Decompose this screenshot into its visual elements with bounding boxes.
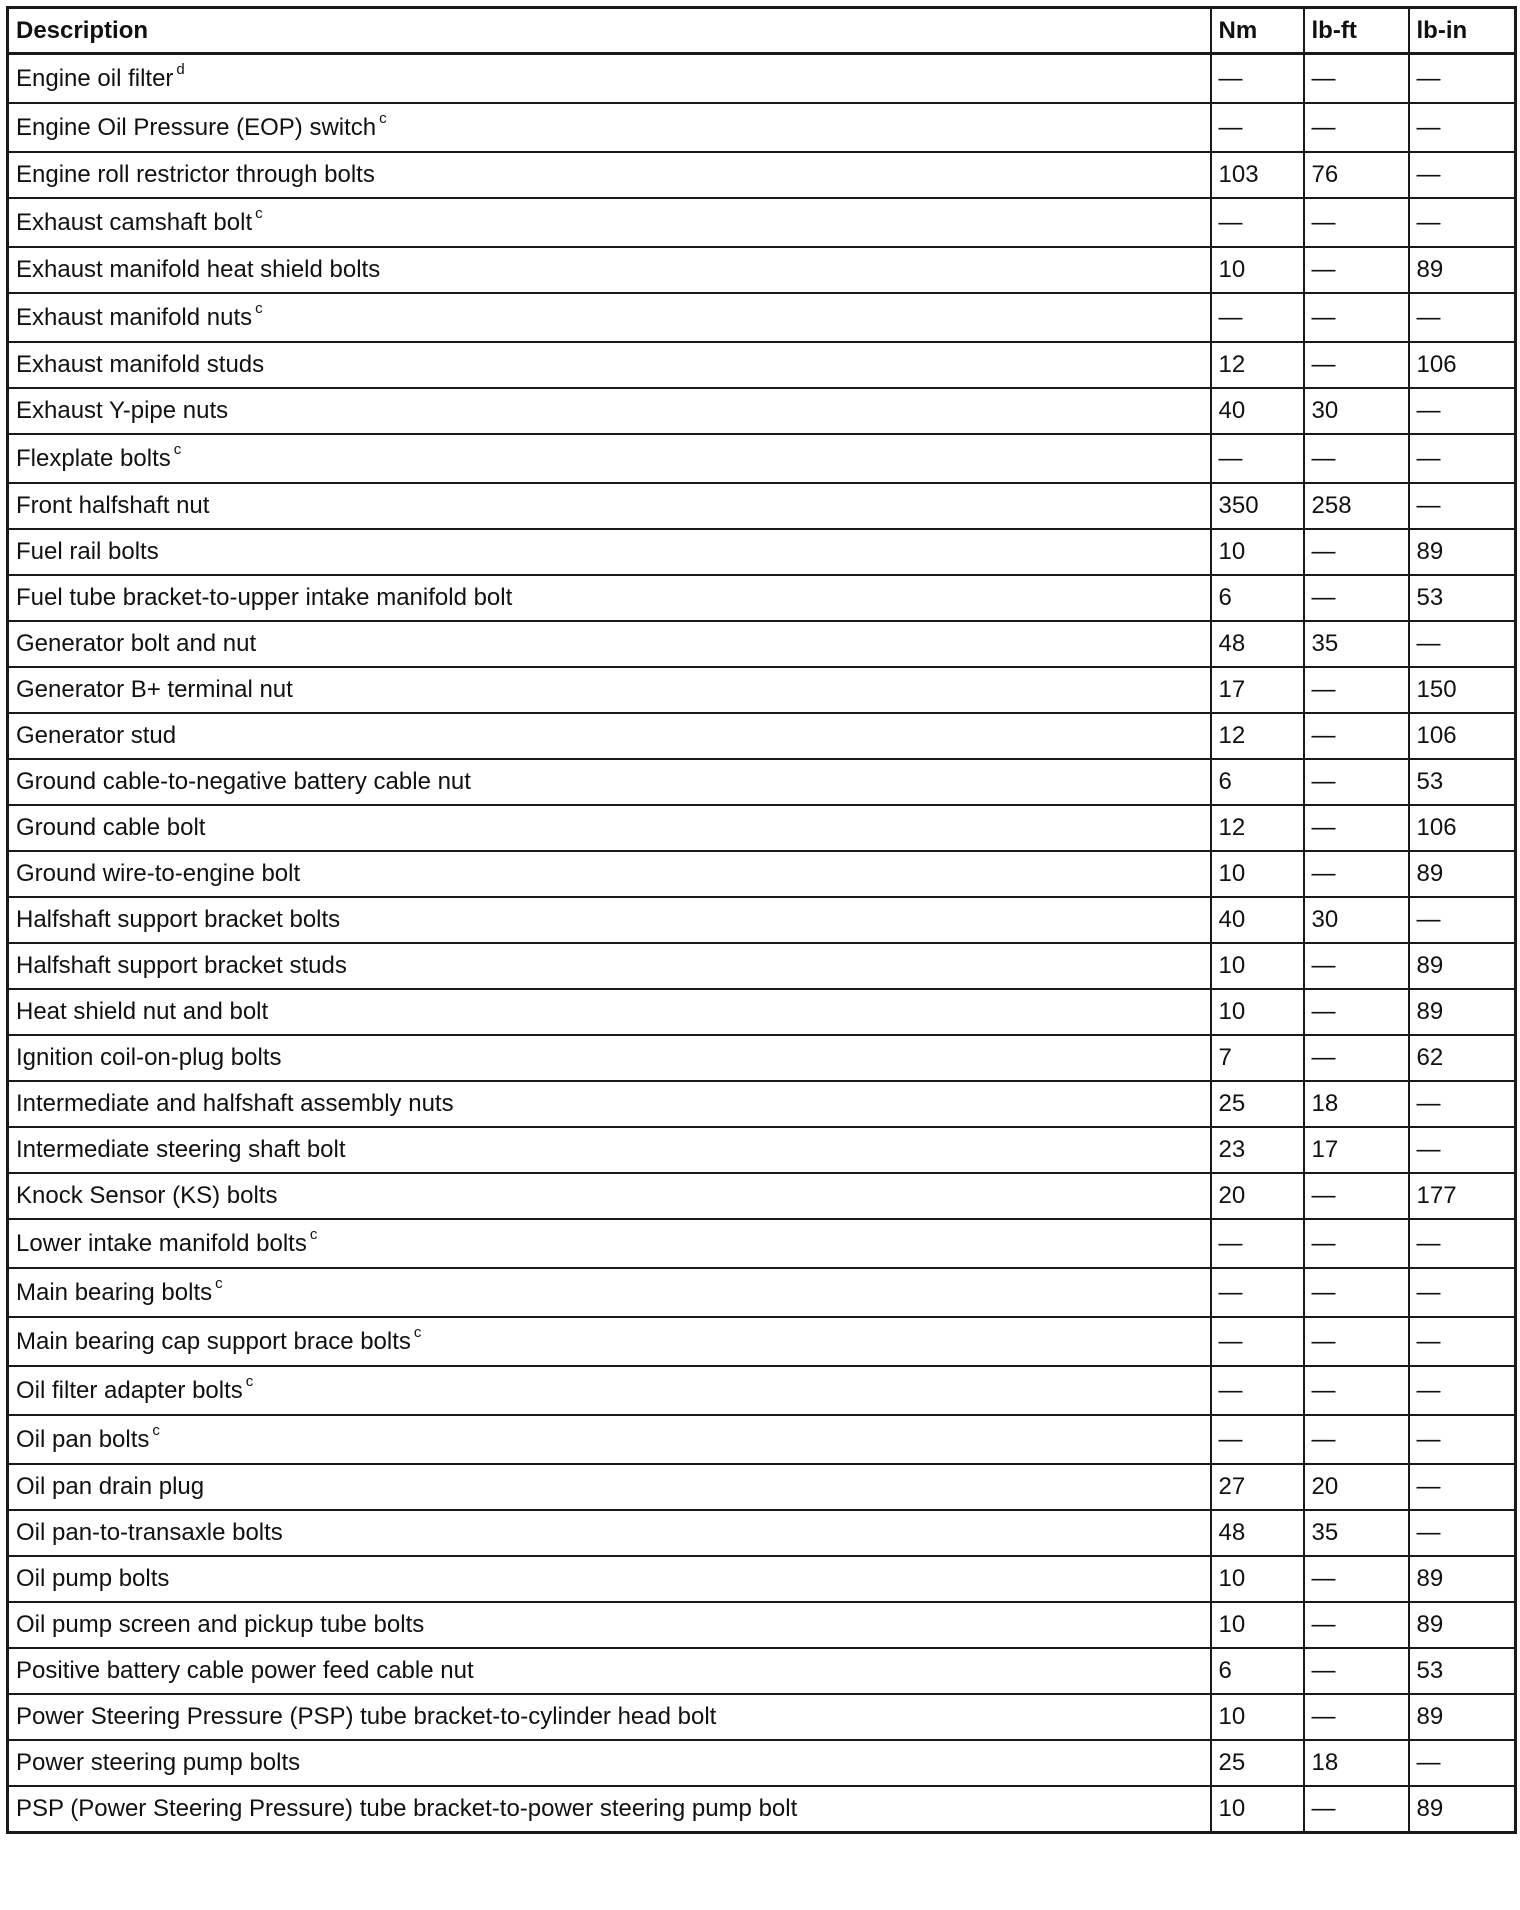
cell-nm: — bbox=[1211, 1366, 1304, 1415]
cell-lb-ft: — bbox=[1304, 943, 1409, 989]
table-row bbox=[8, 103, 1516, 152]
table-row bbox=[8, 198, 1516, 247]
cell-nm: 10 bbox=[1211, 529, 1304, 575]
table-row bbox=[8, 759, 1516, 805]
cell-nm: 48 bbox=[1211, 1510, 1304, 1556]
table-row bbox=[8, 1219, 1516, 1268]
cell-lb-in: 53 bbox=[1409, 575, 1516, 621]
description-text: Heat shield nut and bolt bbox=[16, 998, 269, 1025]
cell-nm: 10 bbox=[1211, 943, 1304, 989]
cell-nm: 10 bbox=[1211, 247, 1304, 293]
cell-lb-in: — bbox=[1409, 483, 1516, 529]
table-row bbox=[8, 293, 1516, 342]
cell-nm: — bbox=[1211, 293, 1304, 342]
table-row bbox=[8, 434, 1516, 483]
cell-nm: 350 bbox=[1211, 483, 1304, 529]
cell-lb-ft: — bbox=[1304, 1602, 1409, 1648]
description-text: Engine roll restrictor through bolts bbox=[16, 161, 375, 188]
description-text: Oil pan drain plug bbox=[16, 1473, 205, 1500]
description-text: Halfshaft support bracket bolts bbox=[16, 906, 341, 933]
cell-nm: 40 bbox=[1211, 388, 1304, 434]
description-text: Knock Sensor (KS) bolts bbox=[16, 1182, 278, 1209]
cell-nm: — bbox=[1211, 198, 1304, 247]
table-row bbox=[8, 1415, 1516, 1464]
cell-nm: 10 bbox=[1211, 851, 1304, 897]
cell-lb-in: — bbox=[1409, 198, 1516, 247]
cell-lb-in: — bbox=[1409, 1366, 1516, 1415]
cell-description bbox=[8, 198, 1211, 247]
cell-nm: 40 bbox=[1211, 897, 1304, 943]
cell-lb-ft: — bbox=[1304, 198, 1409, 247]
cell-description bbox=[8, 1415, 1211, 1464]
description-text: Main bearing bolts bbox=[16, 1278, 213, 1306]
cell-nm: 6 bbox=[1211, 759, 1304, 805]
description-text: Flexplate bolts bbox=[16, 444, 171, 472]
cell-lb-in: — bbox=[1409, 54, 1516, 104]
table-row bbox=[8, 1173, 1516, 1219]
cell-lb-ft: — bbox=[1304, 667, 1409, 713]
cell-description bbox=[8, 103, 1211, 152]
cell-nm: 20 bbox=[1211, 1173, 1304, 1219]
cell-description bbox=[8, 1556, 1211, 1602]
cell-lb-ft: — bbox=[1304, 1415, 1409, 1464]
cell-lb-ft: — bbox=[1304, 1219, 1409, 1268]
cell-lb-in: — bbox=[1409, 103, 1516, 152]
cell-lb-in: — bbox=[1409, 1464, 1516, 1510]
cell-nm: 7 bbox=[1211, 1035, 1304, 1081]
cell-description bbox=[8, 54, 1211, 104]
table-row bbox=[8, 1648, 1516, 1694]
description-text: Oil pump screen and pickup tube bolts bbox=[16, 1611, 425, 1638]
cell-lb-ft: 18 bbox=[1304, 1740, 1409, 1786]
description-text: Halfshaft support bracket studs bbox=[16, 952, 347, 979]
cell-lb-in: — bbox=[1409, 388, 1516, 434]
cell-description bbox=[8, 1648, 1211, 1694]
cell-description bbox=[8, 293, 1211, 342]
cell-description bbox=[8, 943, 1211, 989]
table-row bbox=[8, 1510, 1516, 1556]
description-text: Intermediate and halfshaft assembly nuts bbox=[16, 1090, 454, 1117]
table-row bbox=[8, 1081, 1516, 1127]
cell-lb-ft: 20 bbox=[1304, 1464, 1409, 1510]
cell-description bbox=[8, 989, 1211, 1035]
footnote-marker: c bbox=[215, 1274, 223, 1292]
table-row bbox=[8, 1366, 1516, 1415]
cell-lb-ft: 76 bbox=[1304, 152, 1409, 198]
table-row bbox=[8, 1556, 1516, 1602]
cell-lb-ft: — bbox=[1304, 1556, 1409, 1602]
cell-description bbox=[8, 342, 1211, 388]
cell-lb-ft: — bbox=[1304, 103, 1409, 152]
table-row bbox=[8, 1740, 1516, 1786]
cell-lb-in: 62 bbox=[1409, 1035, 1516, 1081]
description-text: Oil pan-to-transaxle bolts bbox=[16, 1519, 283, 1546]
cell-lb-ft: 35 bbox=[1304, 621, 1409, 667]
cell-lb-in: 106 bbox=[1409, 805, 1516, 851]
description-text: PSP (Power Steering Pressure) tube bracket-to-power steering pump bolt bbox=[16, 1795, 798, 1822]
cell-nm: — bbox=[1211, 1317, 1304, 1366]
description-text: Generator stud bbox=[16, 722, 177, 749]
table-row bbox=[8, 667, 1516, 713]
cell-lb-in: — bbox=[1409, 1219, 1516, 1268]
cell-nm: 10 bbox=[1211, 1786, 1304, 1833]
cell-lb-ft: — bbox=[1304, 293, 1409, 342]
cell-lb-ft: — bbox=[1304, 989, 1409, 1035]
description-text: Oil filter adapter bolts bbox=[16, 1376, 243, 1404]
torque-spec-table bbox=[6, 6, 1517, 1834]
description-text: Exhaust camshaft bolt bbox=[16, 208, 253, 236]
footnote-marker: c bbox=[255, 299, 263, 317]
description-text: Positive battery cable power feed cable nut bbox=[16, 1657, 474, 1684]
cell-description bbox=[8, 1035, 1211, 1081]
cell-description bbox=[8, 667, 1211, 713]
cell-lb-in: 89 bbox=[1409, 1694, 1516, 1740]
cell-lb-ft: 30 bbox=[1304, 388, 1409, 434]
cell-nm: 48 bbox=[1211, 621, 1304, 667]
cell-lb-in: — bbox=[1409, 293, 1516, 342]
cell-lb-in: 89 bbox=[1409, 1602, 1516, 1648]
cell-description bbox=[8, 483, 1211, 529]
table-row bbox=[8, 1035, 1516, 1081]
cell-description bbox=[8, 897, 1211, 943]
cell-description bbox=[8, 152, 1211, 198]
cell-lb-ft: — bbox=[1304, 1366, 1409, 1415]
cell-nm: 23 bbox=[1211, 1127, 1304, 1173]
cell-description bbox=[8, 805, 1211, 851]
table-row bbox=[8, 247, 1516, 293]
table-row bbox=[8, 1268, 1516, 1317]
table-row bbox=[8, 152, 1516, 198]
description-text: Exhaust manifold studs bbox=[16, 351, 265, 378]
cell-lb-in: — bbox=[1409, 1317, 1516, 1366]
cell-description bbox=[8, 1366, 1211, 1415]
description-text: Exhaust manifold heat shield bolts bbox=[16, 256, 381, 283]
cell-lb-ft: — bbox=[1304, 851, 1409, 897]
table-row bbox=[8, 388, 1516, 434]
cell-description bbox=[8, 759, 1211, 805]
description-text: Ignition coil-on-plug bolts bbox=[16, 1044, 282, 1071]
cell-lb-ft: — bbox=[1304, 434, 1409, 483]
header-lb-in: lb-in bbox=[1409, 8, 1516, 54]
description-text: Oil pan bolts bbox=[16, 1425, 150, 1453]
description-text: Engine Oil Pressure (EOP) switch bbox=[16, 113, 377, 141]
cell-lb-ft: — bbox=[1304, 1173, 1409, 1219]
cell-lb-in: 89 bbox=[1409, 989, 1516, 1035]
description-text: Power steering pump bolts bbox=[16, 1749, 301, 1776]
cell-description bbox=[8, 1173, 1211, 1219]
cell-description bbox=[8, 1786, 1211, 1833]
cell-lb-ft: 30 bbox=[1304, 897, 1409, 943]
footnote-marker: c bbox=[379, 109, 387, 127]
description-text: Front halfshaft nut bbox=[16, 492, 210, 519]
cell-nm: — bbox=[1211, 1268, 1304, 1317]
cell-lb-in: — bbox=[1409, 1081, 1516, 1127]
cell-lb-ft: — bbox=[1304, 54, 1409, 104]
table-row bbox=[8, 943, 1516, 989]
footnote-marker: c bbox=[245, 1372, 254, 1390]
cell-nm: 12 bbox=[1211, 713, 1304, 759]
cell-nm: 6 bbox=[1211, 575, 1304, 621]
cell-description bbox=[8, 1127, 1211, 1173]
table-row bbox=[8, 989, 1516, 1035]
table-row bbox=[8, 54, 1516, 104]
cell-nm: 27 bbox=[1211, 1464, 1304, 1510]
description-text: Intermediate steering shaft bolt bbox=[16, 1136, 346, 1163]
cell-lb-in: — bbox=[1409, 621, 1516, 667]
footnote-marker: c bbox=[152, 1421, 160, 1439]
table-row bbox=[8, 529, 1516, 575]
cell-description bbox=[8, 529, 1211, 575]
cell-lb-in: 106 bbox=[1409, 713, 1516, 759]
cell-description bbox=[8, 621, 1211, 667]
cell-description bbox=[8, 1081, 1211, 1127]
description-text: Ground cable bolt bbox=[16, 814, 206, 841]
description-text: Ground cable-to-negative battery cable nut bbox=[16, 768, 471, 795]
table-row bbox=[8, 1602, 1516, 1648]
cell-description bbox=[8, 851, 1211, 897]
header-description: Description bbox=[8, 8, 1211, 54]
table-row bbox=[8, 1694, 1516, 1740]
table-body bbox=[8, 54, 1516, 1833]
cell-nm: 6 bbox=[1211, 1648, 1304, 1694]
cell-nm: 10 bbox=[1211, 1602, 1304, 1648]
cell-lb-in: — bbox=[1409, 434, 1516, 483]
table-row bbox=[8, 621, 1516, 667]
cell-nm: 12 bbox=[1211, 342, 1304, 388]
table-row bbox=[8, 897, 1516, 943]
description-text: Power Steering Pressure (PSP) tube bracket-to-cylinder head bolt bbox=[16, 1703, 717, 1730]
cell-lb-ft: 35 bbox=[1304, 1510, 1409, 1556]
header-lb-ft: lb-ft bbox=[1304, 8, 1409, 54]
header-nm: Nm bbox=[1211, 8, 1304, 54]
cell-nm: 103 bbox=[1211, 152, 1304, 198]
description-text: Exhaust manifold nuts bbox=[16, 303, 253, 331]
table-row bbox=[8, 1317, 1516, 1366]
cell-lb-in: 106 bbox=[1409, 342, 1516, 388]
cell-lb-ft: — bbox=[1304, 575, 1409, 621]
cell-lb-in: 89 bbox=[1409, 529, 1516, 575]
cell-lb-ft: 18 bbox=[1304, 1081, 1409, 1127]
cell-nm: 10 bbox=[1211, 989, 1304, 1035]
cell-lb-ft: — bbox=[1304, 1786, 1409, 1833]
cell-lb-in: 53 bbox=[1409, 1648, 1516, 1694]
cell-nm: — bbox=[1211, 1219, 1304, 1268]
description-text: Engine oil filter bbox=[16, 64, 174, 92]
table-row bbox=[8, 1786, 1516, 1833]
cell-description bbox=[8, 1219, 1211, 1268]
cell-description bbox=[8, 1464, 1211, 1510]
cell-nm: — bbox=[1211, 434, 1304, 483]
description-text: Main bearing cap support brace bolts bbox=[16, 1327, 411, 1355]
cell-nm: 10 bbox=[1211, 1694, 1304, 1740]
cell-nm: — bbox=[1211, 103, 1304, 152]
cell-description bbox=[8, 388, 1211, 434]
cell-lb-in: 89 bbox=[1409, 1786, 1516, 1833]
cell-lb-ft: — bbox=[1304, 529, 1409, 575]
cell-lb-in: 150 bbox=[1409, 667, 1516, 713]
table-row bbox=[8, 805, 1516, 851]
footnote-marker: c bbox=[173, 440, 182, 458]
cell-lb-ft: — bbox=[1304, 247, 1409, 293]
cell-nm: — bbox=[1211, 54, 1304, 104]
cell-description bbox=[8, 1317, 1211, 1366]
cell-lb-ft: 17 bbox=[1304, 1127, 1409, 1173]
cell-lb-ft: — bbox=[1304, 759, 1409, 805]
cell-nm: 25 bbox=[1211, 1740, 1304, 1786]
cell-lb-in: 177 bbox=[1409, 1173, 1516, 1219]
cell-description bbox=[8, 713, 1211, 759]
cell-description bbox=[8, 1510, 1211, 1556]
table-row bbox=[8, 713, 1516, 759]
cell-nm: 12 bbox=[1211, 805, 1304, 851]
table-row bbox=[8, 575, 1516, 621]
table-row bbox=[8, 483, 1516, 529]
description-text: Generator bolt and nut bbox=[16, 630, 257, 657]
cell-description bbox=[8, 434, 1211, 483]
cell-lb-in: — bbox=[1409, 1510, 1516, 1556]
table-row bbox=[8, 342, 1516, 388]
cell-lb-ft: — bbox=[1304, 1268, 1409, 1317]
cell-lb-in: — bbox=[1409, 1268, 1516, 1317]
footnote-marker: d bbox=[176, 60, 185, 78]
cell-description bbox=[8, 575, 1211, 621]
table-row bbox=[8, 1127, 1516, 1173]
description-text: Lower intake manifold bolts bbox=[16, 1229, 307, 1257]
description-text: Fuel rail bolts bbox=[16, 538, 159, 565]
cell-lb-ft: — bbox=[1304, 1694, 1409, 1740]
description-text: Ground wire-to-engine bolt bbox=[16, 860, 301, 887]
footnote-marker: c bbox=[255, 204, 263, 222]
cell-lb-ft: — bbox=[1304, 1317, 1409, 1366]
cell-description bbox=[8, 1740, 1211, 1786]
cell-lb-in: 53 bbox=[1409, 759, 1516, 805]
cell-lb-in: — bbox=[1409, 152, 1516, 198]
cell-lb-in: — bbox=[1409, 1415, 1516, 1464]
cell-nm: 17 bbox=[1211, 667, 1304, 713]
footnote-marker: c bbox=[309, 1225, 318, 1243]
cell-lb-in: 89 bbox=[1409, 1556, 1516, 1602]
cell-description bbox=[8, 1268, 1211, 1317]
description-text: Fuel tube bracket-to-upper intake manifold bolt bbox=[16, 584, 513, 611]
cell-lb-in: 89 bbox=[1409, 851, 1516, 897]
cell-lb-ft: — bbox=[1304, 805, 1409, 851]
description-text: Exhaust Y-pipe nuts bbox=[16, 397, 229, 424]
cell-lb-in: 89 bbox=[1409, 247, 1516, 293]
cell-description bbox=[8, 1602, 1211, 1648]
cell-lb-ft: — bbox=[1304, 1035, 1409, 1081]
footnote-marker: c bbox=[413, 1323, 422, 1341]
cell-nm: — bbox=[1211, 1415, 1304, 1464]
cell-description bbox=[8, 1694, 1211, 1740]
description-text: Oil pump bolts bbox=[16, 1565, 170, 1592]
cell-lb-in: — bbox=[1409, 1127, 1516, 1173]
cell-nm: 10 bbox=[1211, 1556, 1304, 1602]
description-text: Generator B+ terminal nut bbox=[16, 676, 293, 703]
cell-nm: 25 bbox=[1211, 1081, 1304, 1127]
cell-description bbox=[8, 247, 1211, 293]
table-row bbox=[8, 1464, 1516, 1510]
cell-lb-in: — bbox=[1409, 897, 1516, 943]
cell-lb-in: 89 bbox=[1409, 943, 1516, 989]
table-row bbox=[8, 851, 1516, 897]
cell-lb-ft: — bbox=[1304, 342, 1409, 388]
torque-spec-sheet bbox=[6, 6, 1517, 1834]
cell-lb-ft: 258 bbox=[1304, 483, 1409, 529]
cell-lb-ft: — bbox=[1304, 713, 1409, 759]
header-row bbox=[8, 8, 1516, 54]
cell-lb-ft: — bbox=[1304, 1648, 1409, 1694]
cell-lb-in: — bbox=[1409, 1740, 1516, 1786]
